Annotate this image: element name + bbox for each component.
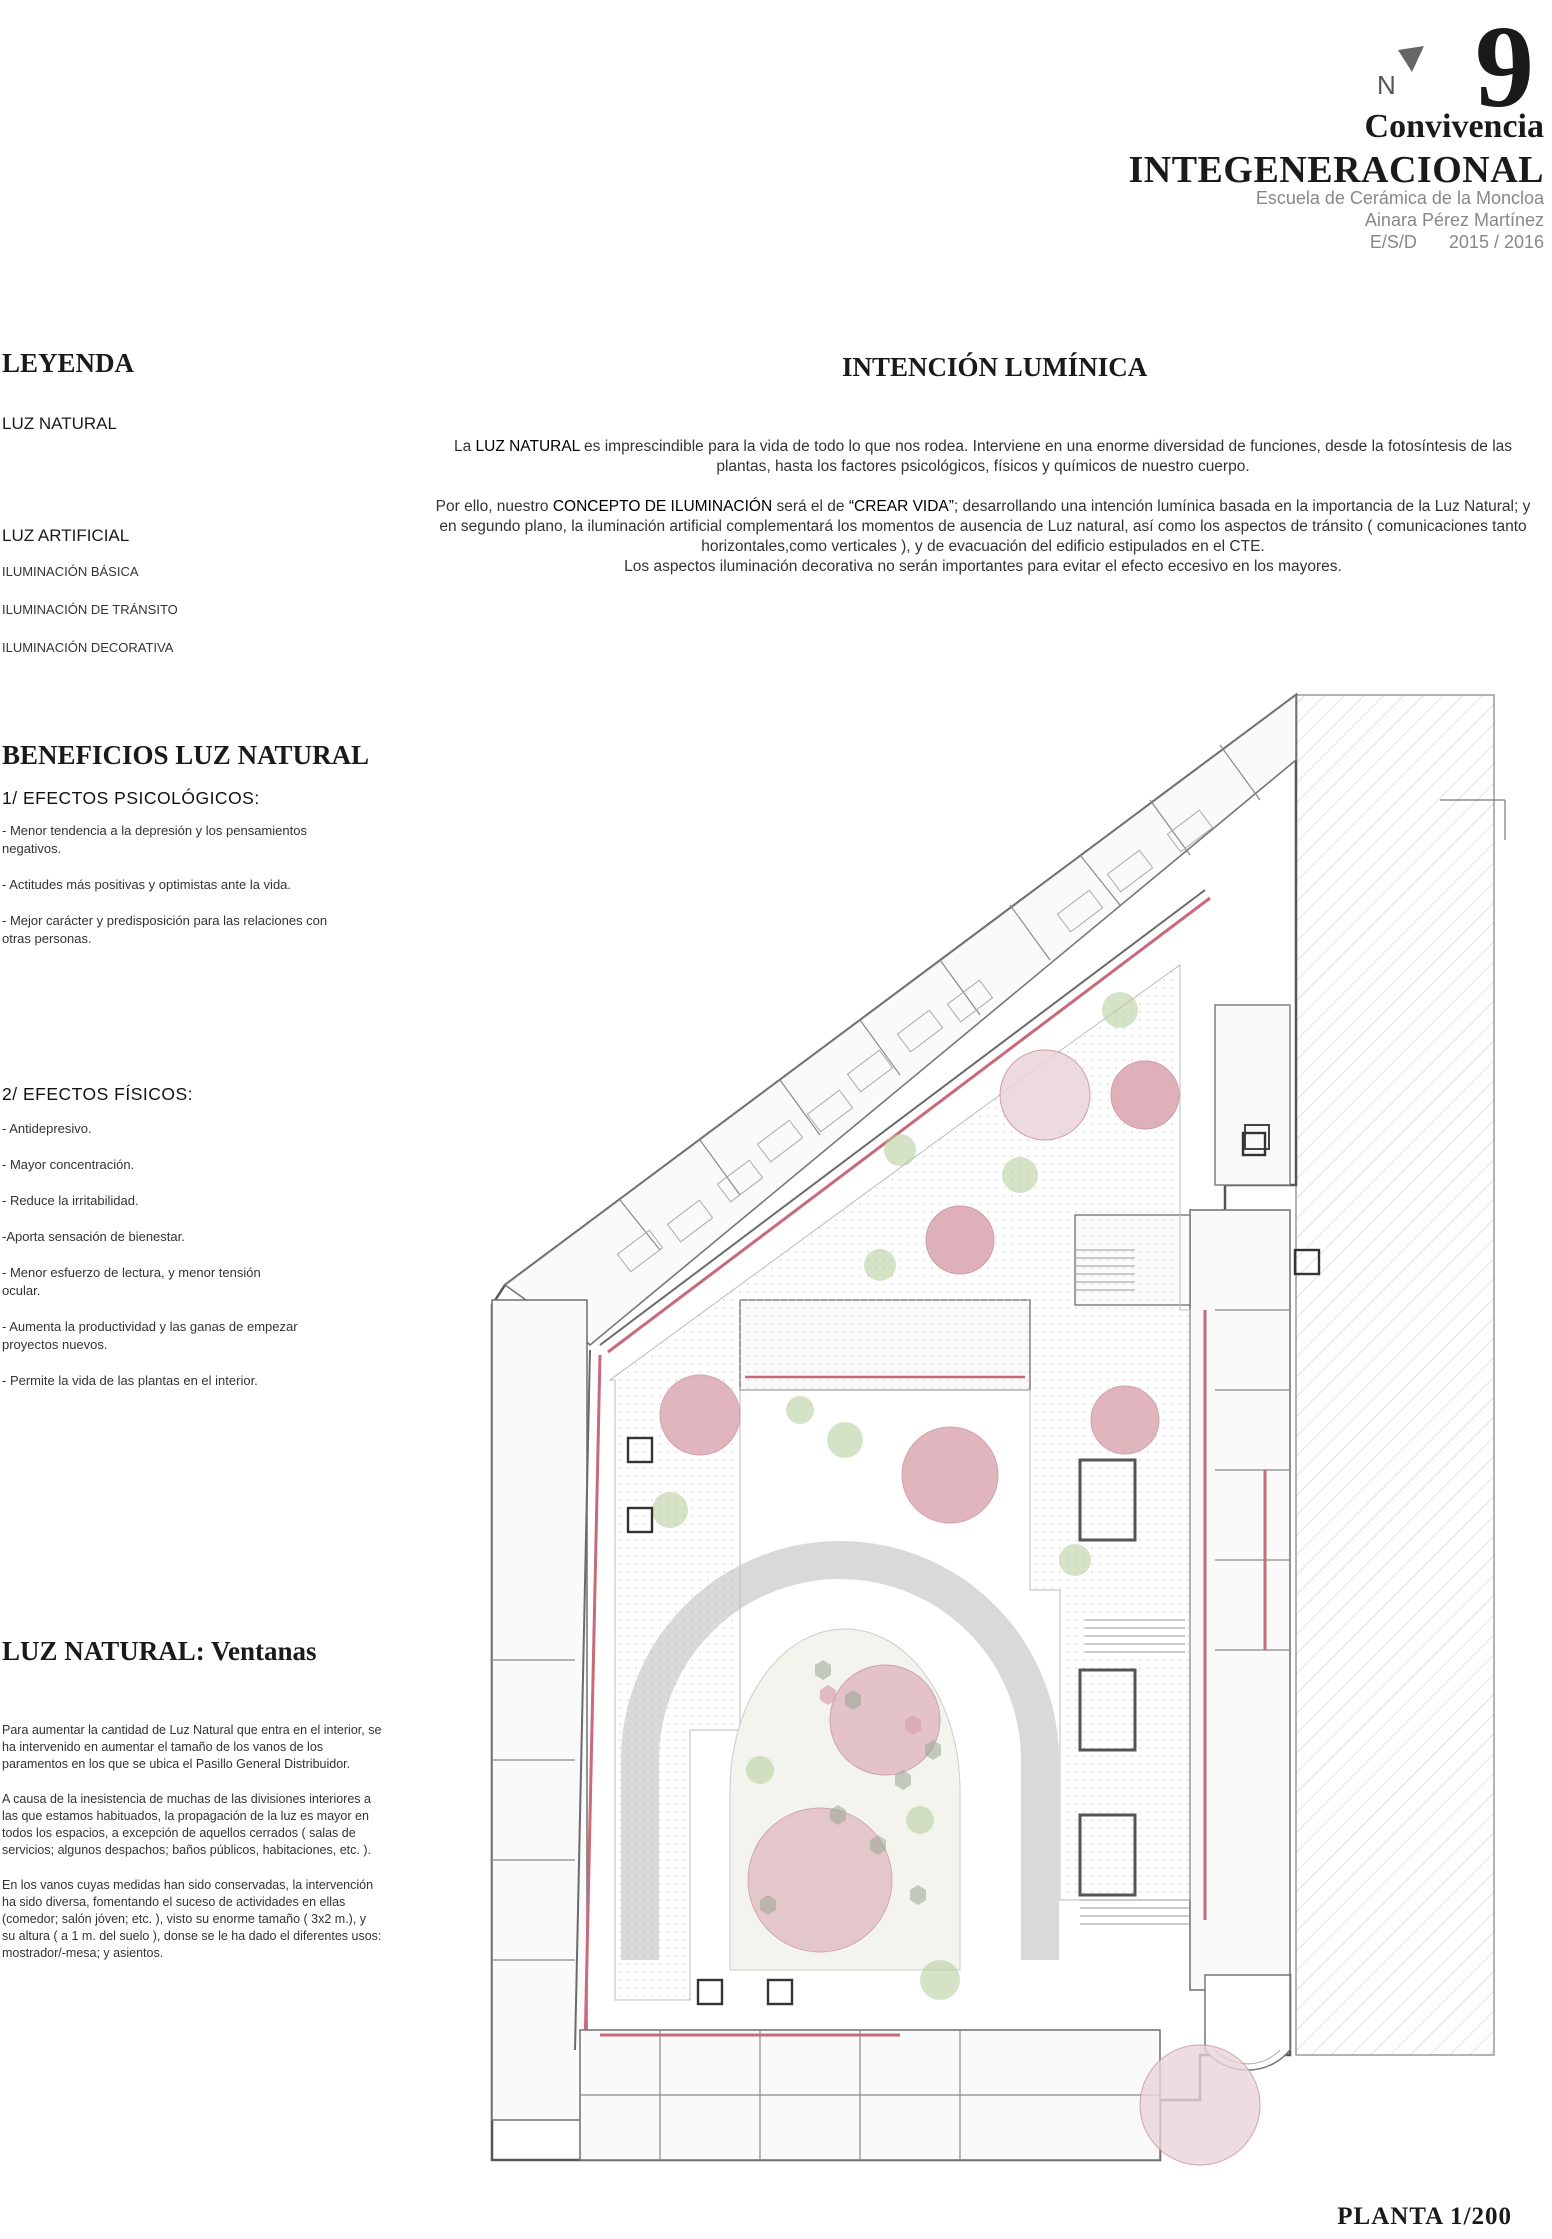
intention-paragraph-3: Los aspectos iluminación decorativa no serán importantes para evitar el efecto eccesivo en los mayores. bbox=[624, 558, 1342, 575]
academic-years: 2015 / 2016 bbox=[1448, 232, 1544, 252]
legend-decorative: ILUMINACIÓN DECORATIVA bbox=[2, 640, 174, 655]
highlight-concept: CONCEPTO DE ILUMINACIÓN bbox=[552, 498, 773, 515]
legend-basic: ILUMINACIÓN BÁSICA bbox=[2, 564, 139, 579]
author-name: Ainara Pérez Martínez bbox=[1364, 210, 1544, 230]
intention-paragraph-1: La LUZ NATURAL es imprescindible para la vida de todo lo que nos rodea. Interviene en una enorme diversidad de funciones, desde la fotosíntesis de las plantas, hasta los factores psicológicos, físicos y químicos de nuestro cuerpo. bbox=[453, 438, 1513, 475]
upper-right-block bbox=[1215, 1005, 1290, 1185]
list-item: - Antidepresivo. bbox=[2, 1121, 92, 1136]
windows-paragraph-1: Para aumentar la cantidad de Luz Natural que entra en el interior, se ha intervenido en aumentar el tamaño de los vanos de los paramentos en los que se ubica el Pasillo General Distribuidor. bbox=[2, 1723, 382, 1771]
list-item: - Reduce la irritabilidad. bbox=[2, 1193, 139, 1208]
list-item: - Aumenta la productividad y las ganas de empezar proyectos nuevos. bbox=[2, 1319, 298, 1352]
group-code: E/S/D bbox=[1369, 232, 1417, 252]
psych-heading: 1/ EFECTOS PSICOLÓGICOS: bbox=[2, 788, 260, 808]
school-name: Escuela de Cerámica de la Moncloa bbox=[1255, 188, 1544, 208]
neighbour-building-hatch bbox=[1296, 695, 1494, 2055]
windows-paragraph-3: En los vanos cuyas medidas han sido conservadas, la intervención ha sido diversa, fomentando el suceso de actividades en ellas (comedor; salón jóven; etc. ), visto su enorme tamaño ( 3x2 m.), y su altura ( a 1 m. del suelo ), donse se le ha dado el diferentes usos: mostrador/-mesa; y asientos. bbox=[2, 1878, 382, 1960]
sheet-number: 9 bbox=[1475, 1, 1534, 132]
windows-heading: LUZ NATURAL: Ventanas bbox=[2, 1636, 317, 1666]
highlight-natural: LUZ NATURAL bbox=[475, 438, 580, 455]
list-item: - Mejor carácter y predisposición para las relaciones con otras personas. bbox=[2, 913, 328, 946]
list-item: - Menor esfuerzo de lectura, y menor tensión ocular. bbox=[2, 1265, 261, 1298]
title-line-2: INTEGENERACIONAL bbox=[1128, 149, 1544, 191]
legend-transit: ILUMINACIÓN DE TRÁNSITO bbox=[2, 602, 178, 617]
west-wing bbox=[492, 1300, 587, 2120]
title-line-1: Convivencia bbox=[1364, 108, 1544, 145]
highlight-crear-vida: “CREAR VIDA” bbox=[848, 498, 954, 515]
legend-heading: LEYENDA bbox=[2, 348, 135, 378]
intention-paragraph-2: Por ello, nuestro CONCEPTO DE ILUMINACIÓN será el de “CREAR VIDA”; desarrollando una intención lumínica basada en la importancia de la Luz Natural; y en segundo plano, la iluminación artificial complementará los momentos de ausencia de Luz natural, así como los aspectos de tránsito ( comunicaciones tanto horizontales,como verticales ), y de evacuación del edificio estipulados en el CTE. bbox=[435, 498, 1531, 555]
legend-artificial: LUZ ARTIFICIAL bbox=[2, 526, 130, 545]
list-item: - Actitudes más positivas y optimistas ante la vida. bbox=[2, 877, 292, 892]
list-item: - Menor tendencia a la depresión y los pensamientos negativos. bbox=[2, 823, 307, 856]
list-item: - Permite la vida de las plantas en el interior. bbox=[2, 1373, 258, 1388]
phys-heading: 2/ EFECTOS FÍSICOS: bbox=[2, 1084, 194, 1104]
benefits-heading: BENEFICIOS LUZ NATURAL bbox=[2, 740, 370, 770]
list-item: -Aporta sensación de bienestar. bbox=[2, 1229, 185, 1244]
windows-paragraph-2: A causa de la inesistencia de muchas de las divisiones interiores a las que estamos habituados, la propagación de la luz es mayor en todos los espacios, a excepción de aquellos cerrados ( salas de servicios; algunos despachos; baños públicos, habitaciones, etc. ). bbox=[2, 1792, 371, 1857]
list-item: - Mayor concentración. bbox=[2, 1157, 135, 1172]
north-label: N bbox=[1377, 70, 1396, 100]
legend-natural: LUZ NATURAL bbox=[2, 414, 117, 433]
intention-heading: INTENCIÓN LUMÍNICA bbox=[842, 352, 1148, 382]
plan-scale-label: PLANTA 1/200 bbox=[1337, 2203, 1512, 2230]
